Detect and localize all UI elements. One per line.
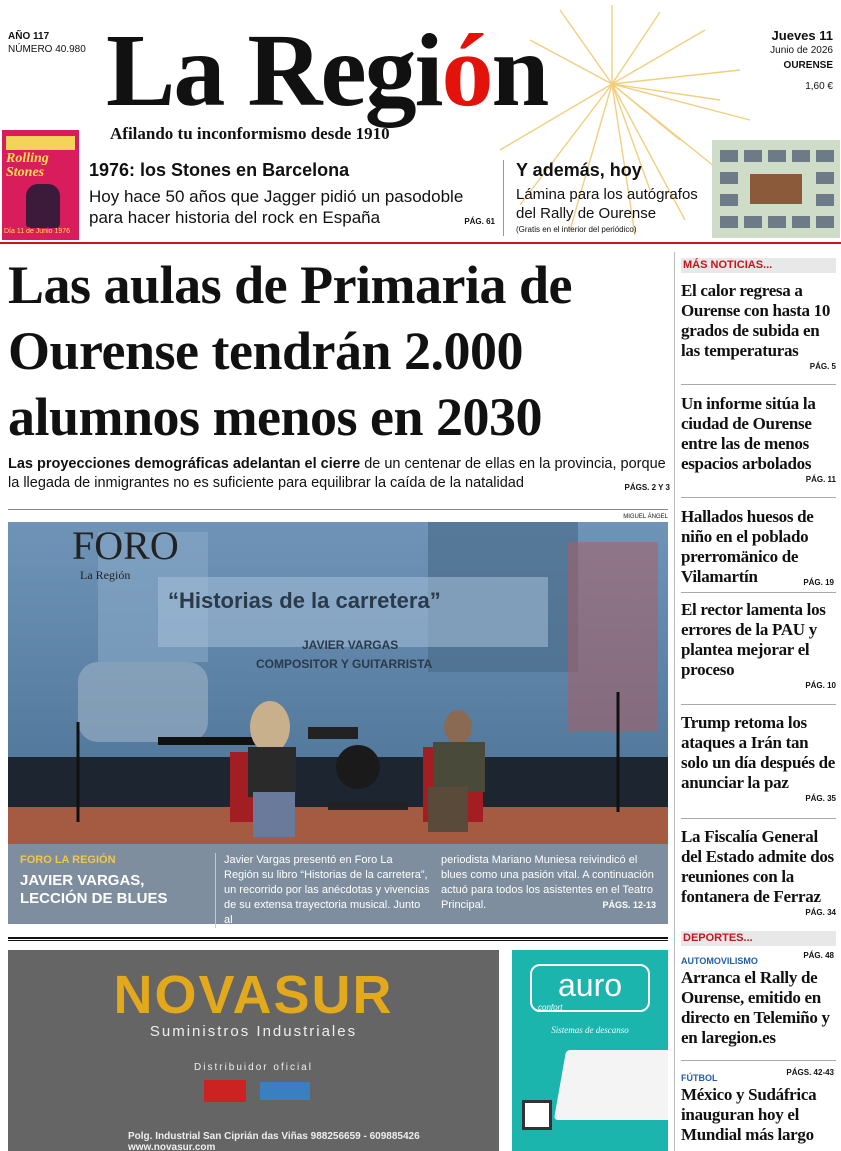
logo-text-part2: n: [491, 13, 548, 128]
teaser-extra-text: Lámina para los autógrafos del Rally de Ourense: [516, 186, 698, 222]
sidebar-story-2[interactable]: [681, 394, 836, 484]
sidebar-divider: [674, 252, 675, 1151]
sports-kicker: FÚTBOL: [681, 1073, 718, 1083]
edition-info: [8, 30, 86, 56]
sports-page: PÁGS. 42-43: [786, 1068, 834, 1077]
caption-title[interactable]: JAVIER VARGAS, LECCIÓN DE BLUES: [20, 872, 168, 907]
sidebar-story-5[interactable]: [681, 713, 836, 803]
double-rule: [8, 937, 668, 941]
teaser-stones-page: PÁG. 61: [464, 217, 495, 226]
atlas-copco-brand-icon: [260, 1082, 310, 1100]
sports-header: DEPORTES...: [681, 931, 836, 946]
sidebar-separator: [681, 818, 836, 819]
novasur-subtitle: Suministros Industriales: [149, 1023, 358, 1040]
logo-red-o: ó: [441, 13, 492, 128]
teaser-divider: [503, 160, 504, 236]
main-deck-rest: de un centenar de ellas en la provincia, porque la llegada de inmigrantes no es suficiente para equilibrar la caída de la natalidad: [8, 456, 666, 491]
novasur-advertisement[interactable]: [8, 950, 499, 1151]
novasur-logo: NOVASUR: [113, 965, 394, 1025]
auro-slogan: Sistemas de descanso: [551, 1025, 629, 1035]
teaser-extra[interactable]: [516, 160, 716, 234]
sidebar-story-3[interactable]: [681, 507, 836, 589]
screen-la-region-logo: La Región: [80, 568, 131, 582]
newspaper-logo[interactable]: [106, 13, 548, 128]
tagline: Afilando tu inconformismo desde 1910: [110, 124, 390, 143]
photo-caption-box: [8, 844, 668, 924]
sidebar-story-page: PÁG. 35: [805, 794, 836, 803]
date-price-info: [770, 28, 833, 94]
more-news-header: MÁS NOTICIAS...: [681, 258, 836, 273]
sidebar-story-title: Trump retoma los ataques a Irán tan solo un día después de anunciar la paz: [681, 713, 836, 792]
poster-date: Día 11 de Junio 1976: [4, 228, 71, 235]
main-deck-bold: Las proyecciones demográficas adelantan el cierre: [8, 456, 361, 472]
sidebar-story-title: El calor regresa a Ourense con hasta 10 grados de subida en las temperaturas: [681, 281, 831, 360]
sidebar-separator: [681, 384, 836, 385]
main-photo[interactable]: [8, 522, 668, 844]
teaser-extra-title: Y además, hoy: [516, 160, 642, 180]
auro-advertisement[interactable]: [512, 950, 668, 1151]
sidebar-story-page: PÁG. 5: [809, 362, 836, 371]
sidebar-separator: [681, 704, 836, 705]
rolling-stones-poster-image[interactable]: [2, 130, 79, 240]
photo-credit: MIGUEL ÁNGEL: [623, 514, 668, 520]
caption-kicker: FORO LA REGIÓN: [20, 854, 116, 866]
sidebar-story-page: PÁG. 19: [803, 578, 834, 587]
sidebar-story-page: PÁG. 10: [805, 681, 836, 690]
screen-speaker-name: JAVIER VARGAS: [302, 638, 399, 652]
sidebar-separator: [681, 497, 836, 498]
date-day: Jueves 11: [771, 28, 833, 43]
sports-story-title: Arranca el Rally de Ourense, emitido en directo en Telemiño y en laregion.es: [681, 968, 830, 1047]
sidebar-story-page: PÁG. 34: [805, 908, 836, 917]
auro-logo: auro: [557, 967, 623, 1003]
qr-code-icon[interactable]: [522, 1100, 552, 1130]
teaser-stones[interactable]: [89, 160, 497, 228]
novasur-distributor: Distribuidor oficial: [194, 1062, 313, 1073]
teaser-extra-note: (Gratis en el interior del periódico): [516, 225, 637, 234]
screen-foro-logo: FORO: [72, 523, 179, 568]
screen-book-title: “Historias de la carretera”: [168, 588, 441, 613]
sidebar-story-4[interactable]: [681, 600, 836, 690]
mattress-image: [554, 1050, 668, 1120]
logo-text-part1: La Regi: [106, 13, 442, 128]
sports-kicker: AUTOMOVILISMO: [681, 956, 758, 966]
caption-text-col2: periodista Mariano Muniesa reivindicó el blues como una pasión vital. A continuación actuó para todos los asistentes en el Teatro Principal.: [441, 854, 654, 911]
main-story-page: PÁGS. 2 Y 3: [624, 483, 670, 492]
sidebar-separator: [681, 592, 836, 593]
sidebar-story-title: El rector lamenta los errores de la PAU y plantea mejorar el proceso: [681, 600, 826, 679]
milwaukee-brand-icon: [204, 1080, 246, 1102]
auro-sub: confort: [538, 1003, 563, 1012]
caption-page: PÁGS. 12-13: [602, 900, 656, 910]
main-deck: [8, 455, 670, 493]
sidebar-story-1[interactable]: [681, 281, 836, 371]
poster-title: Rolling Stones: [6, 151, 49, 180]
main-headline[interactable]: Las aulas de Primaria de Ourense tendrán 2.000 alumnos menos en 2030: [8, 255, 572, 447]
sidebar-separator: [681, 1060, 836, 1061]
date-month-year: Junio de 2026: [770, 45, 833, 56]
price: 1,60 €: [805, 81, 833, 92]
caption-text-col1: Javier Vargas presentó en Foro La Región su libro “Historias de la carretera”, un recorrido por las anécdotas y vivencias de su extensa trayectoria musical. Junto al: [215, 853, 430, 928]
rally-autograph-sheet-image[interactable]: [712, 140, 840, 238]
edition-city: OURENSE: [783, 60, 833, 71]
issue-number: NÚMERO 40.980: [8, 44, 86, 55]
divider-line: [8, 509, 668, 510]
sports-story-title: México y Sudáfrica inauguran hoy el Mundial más largo: [681, 1085, 817, 1144]
sports-page: PÁG. 48: [803, 951, 834, 960]
teaser-stones-text: Hoy hace 50 años que Jagger pidió un pasodoble para hacer historia del rock en España: [89, 187, 464, 227]
teaser-stones-title: 1976: los Stones en Barcelona: [89, 160, 350, 180]
sidebar-story-title: La Fiscalía General del Estado admite dos reuniones con la fontanera de Ferraz: [681, 827, 834, 906]
sports-story-2[interactable]: [681, 1068, 836, 1145]
masthead-red-rule: [0, 242, 841, 244]
year-label: AÑO 117: [8, 31, 50, 42]
sidebar-story-6[interactable]: [681, 827, 836, 917]
screen-speaker-role: COMPOSITOR Y GUITARRISTA: [256, 657, 433, 671]
sidebar-story-title: Hallados huesos de niño en el poblado prerromänico de Vilamartín: [681, 507, 814, 586]
novasur-footer: Polg. Industrial San Ciprián das Viñas 988256659 - 609885426 www.novasur.com: [128, 1131, 420, 1151]
sidebar-story-title: Un informe sitúa la ciudad de Ourense entre las de menos espacios arbolados: [681, 394, 816, 473]
sports-story-1[interactable]: [681, 951, 836, 1048]
sidebar-story-page: PÁG. 11: [805, 475, 836, 484]
